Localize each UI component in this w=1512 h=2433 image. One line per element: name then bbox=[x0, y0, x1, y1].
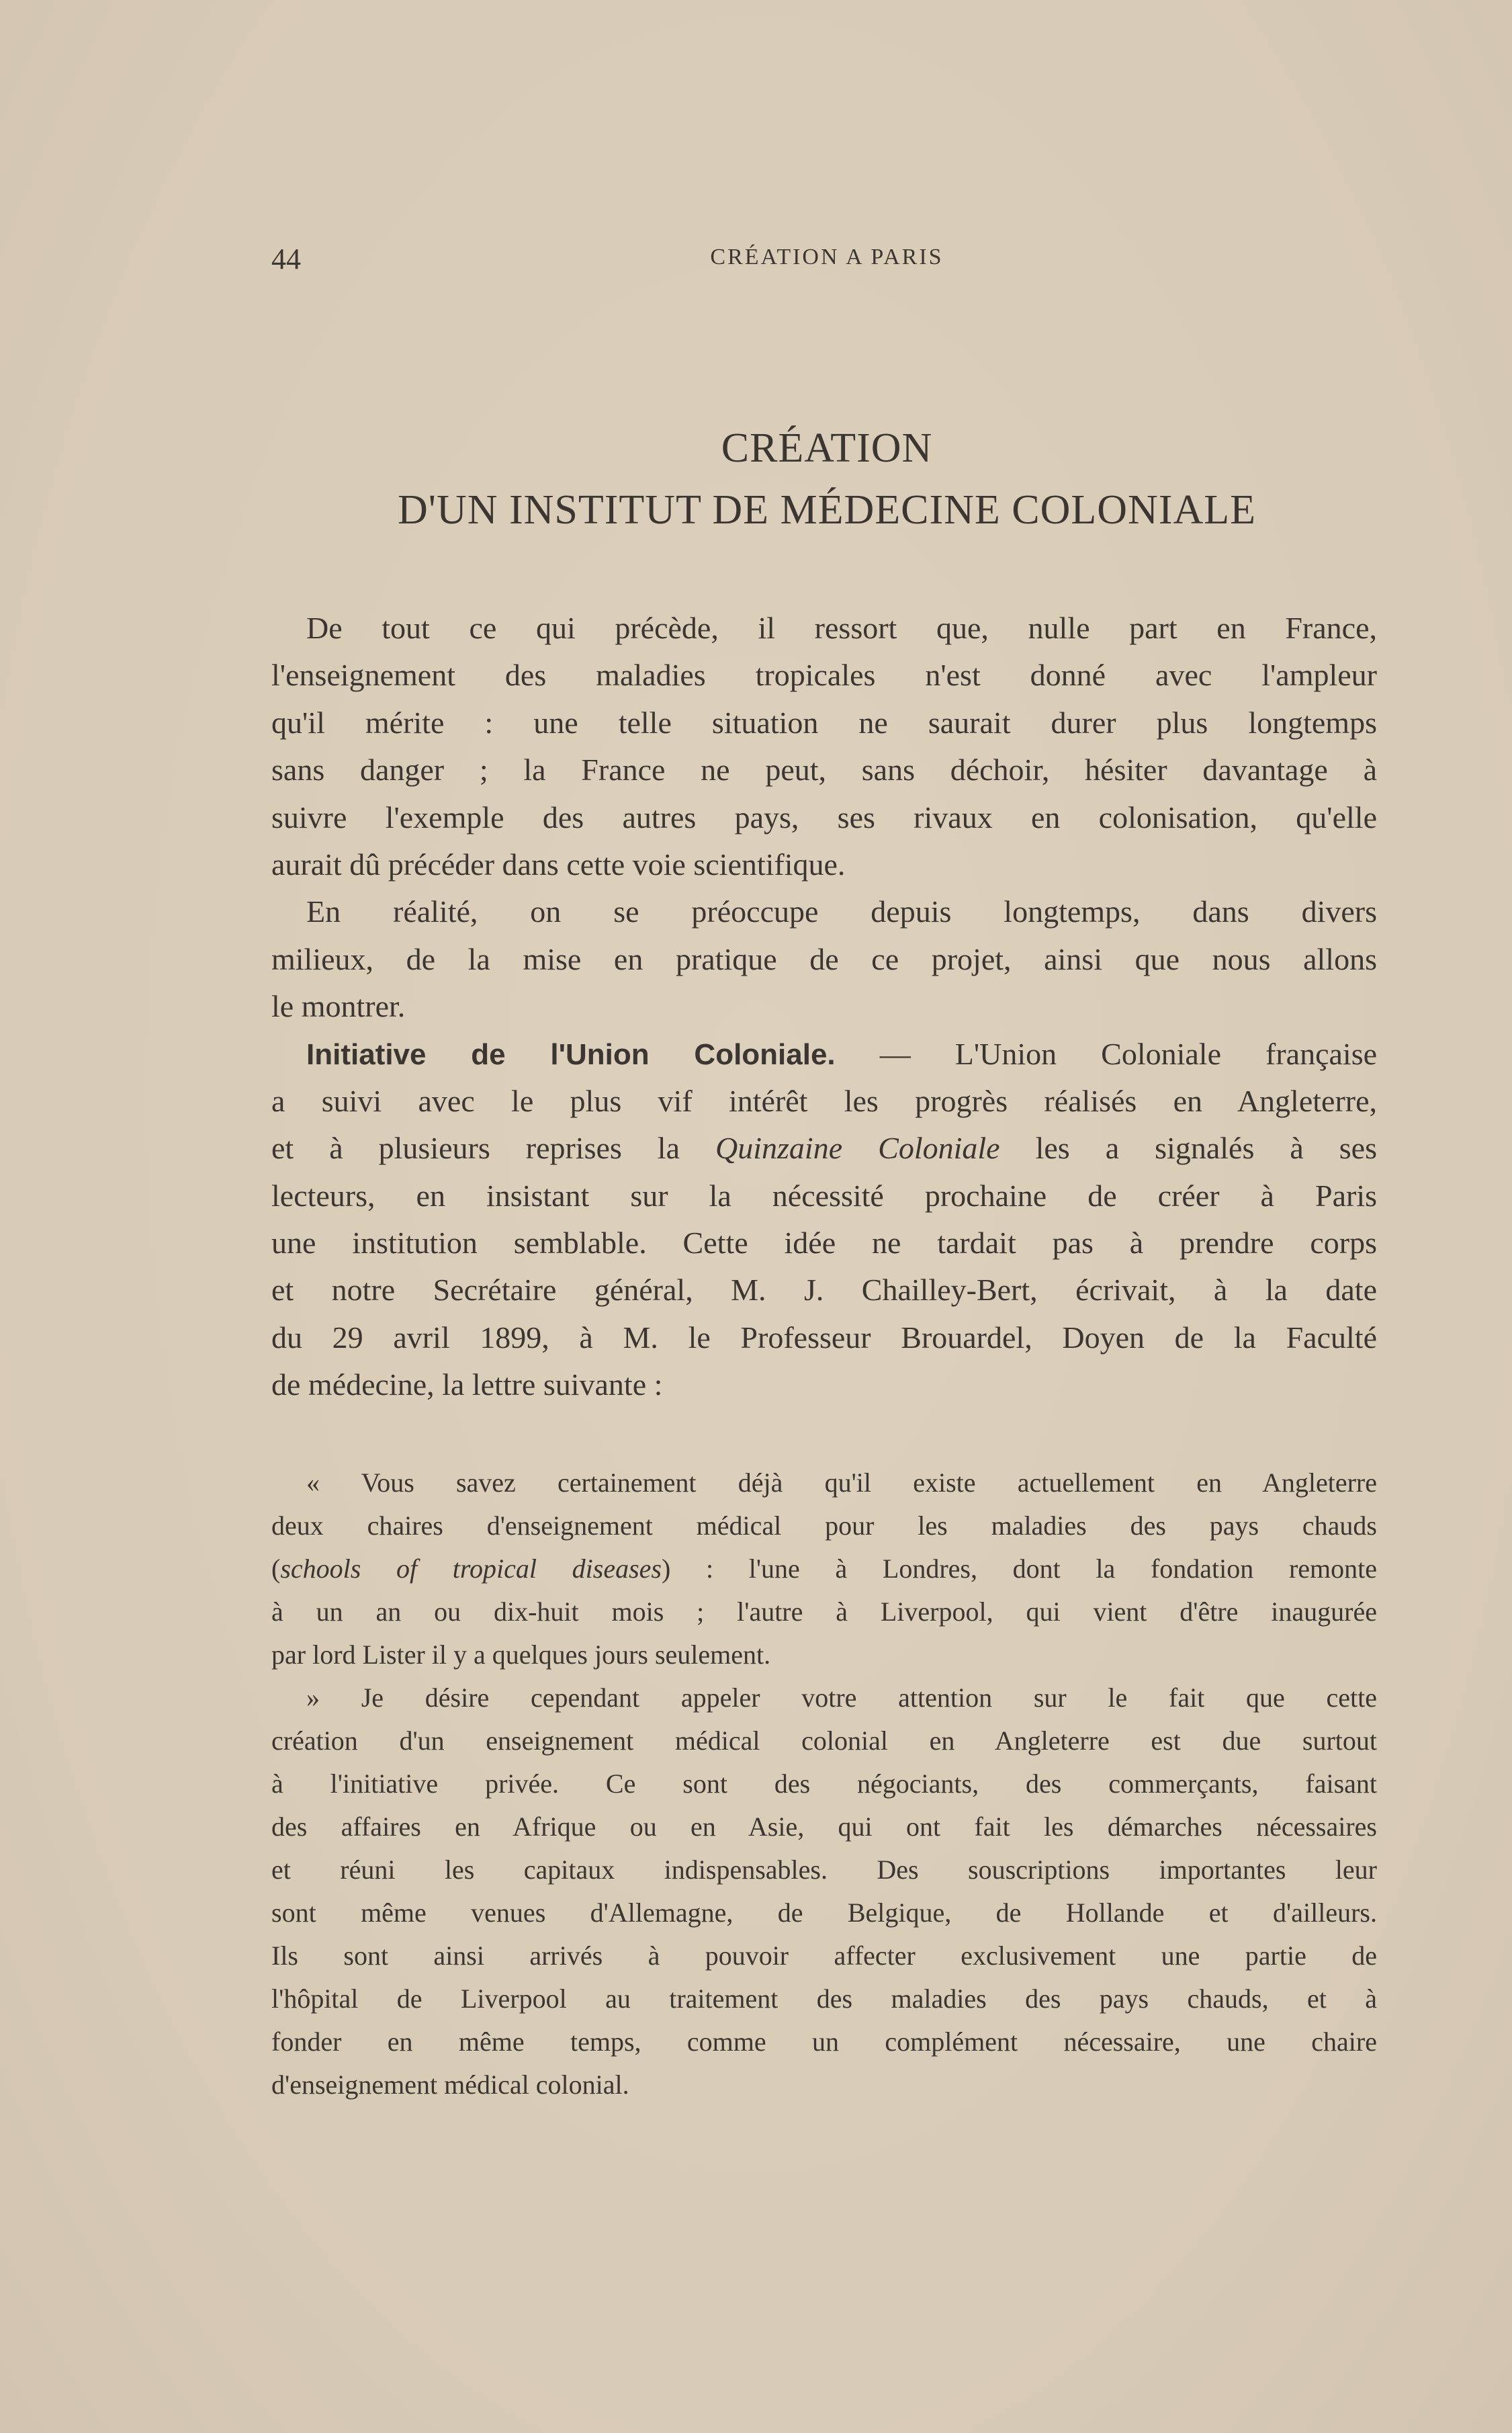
text-segment: sans danger ; la France ne peut, sans déchoir, hésiter davantage à bbox=[271, 753, 1377, 787]
quote-line bbox=[271, 1977, 1377, 2020]
text-line bbox=[271, 1031, 1377, 1078]
quote-line bbox=[271, 1676, 1377, 1719]
italic-text: schools of tropical diseases bbox=[280, 1553, 662, 1584]
quote-line bbox=[271, 1719, 1377, 1762]
text-segment: « Vous savez certainement déjà qu'il existe actuellement en Angleterre bbox=[306, 1467, 1377, 1498]
text-segment: fonder en même temps, comme un complément nécessaire, une chaire bbox=[271, 2026, 1377, 2057]
text-segment: lecteurs, en insistant sur la nécessité prochaine de créer à Paris bbox=[271, 1178, 1377, 1213]
text-line bbox=[271, 936, 1377, 983]
text-segment: qu'il mérite : une telle situation ne saurait durer plus longtemps bbox=[271, 705, 1377, 740]
quote-line bbox=[271, 1461, 1377, 1504]
text-line bbox=[271, 652, 1377, 699]
quote-line bbox=[271, 1848, 1377, 1891]
text-segment: par lord Lister il y a quelques jours seulement. bbox=[271, 1639, 771, 1670]
text-line bbox=[271, 794, 1377, 841]
text-segment: ) : l'une à Londres, dont la fondation remonte bbox=[661, 1553, 1377, 1584]
section-heading: Initiative de l'Union Coloniale. bbox=[306, 1037, 836, 1071]
text-segment: l'hôpital de Liverpool au traitement des maladies des pays chauds, et à bbox=[271, 1983, 1377, 2014]
text-line bbox=[271, 1172, 1377, 1220]
text-line bbox=[271, 1361, 1377, 1408]
text-line bbox=[271, 1125, 1377, 1172]
text-line bbox=[271, 746, 1377, 794]
text-segment: ( bbox=[271, 1553, 281, 1584]
text-segment: milieux, de la mise en pratique de ce projet, ainsi que nous allons bbox=[271, 941, 1377, 976]
page-number: 44 bbox=[271, 243, 301, 275]
body-text bbox=[271, 605, 1377, 1409]
text-segment: et notre Secrétaire général, M. J. Chailley-Bert, écrivait, à la date bbox=[271, 1273, 1377, 1308]
quote-line bbox=[271, 1934, 1377, 1977]
text-segment: à un an ou dix-huit mois ; l'autre à Liverpool, qui vient d'être inaugurée bbox=[271, 1596, 1377, 1627]
text-line bbox=[271, 1220, 1377, 1267]
text-segment: du 29 avril 1899, à M. le Professeur Brouardel, Doyen de la Faculté bbox=[271, 1320, 1377, 1355]
text-segment: le montrer. bbox=[271, 989, 406, 1024]
quote-line bbox=[271, 1504, 1377, 1547]
text-segment: l'enseignement des maladies tropicales n'est donné avec l'ampleur bbox=[271, 658, 1377, 693]
text-segment: deux chaires d'enseignement médical pour les maladies des pays chauds bbox=[271, 1510, 1377, 1541]
text-segment: de médecine, la lettre suivante : bbox=[271, 1367, 663, 1402]
text-segment: aurait dû précéder dans cette voie scientifique. bbox=[271, 847, 846, 882]
text-segment: création d'un enseignement médical colonial en Angleterre est due surtout bbox=[271, 1725, 1377, 1756]
text-line bbox=[271, 1314, 1377, 1361]
quote-line bbox=[271, 2020, 1377, 2063]
text-segment: Ils sont ainsi arrivés à pouvoir affecter exclusivement une partie de bbox=[271, 1940, 1377, 1971]
text-line bbox=[271, 983, 1377, 1030]
chapter-title-line-2: D'UN INSTITUT DE MÉDECINE COLONIALE bbox=[398, 487, 1256, 533]
italic-text: Quinzaine Coloniale bbox=[715, 1131, 1000, 1166]
text-segment: a suivi avec le plus vif intérêt les progrès réalisés en Angleterre, bbox=[271, 1083, 1377, 1118]
quote-line bbox=[271, 1633, 1377, 1676]
text-line bbox=[271, 1078, 1377, 1125]
text-line bbox=[271, 699, 1377, 746]
text-segment: En réalité, on se préoccupe depuis longtemps, dans divers bbox=[306, 894, 1377, 929]
text-segment: les a signalés à ses bbox=[999, 1131, 1378, 1166]
running-head: CRÉATION A PARIS bbox=[710, 245, 944, 269]
text-segment: et à plusieurs reprises la bbox=[271, 1131, 716, 1166]
text-segment: suivre l'exemple des autres pays, ses rivaux en colonisation, qu'elle bbox=[271, 800, 1377, 835]
text-segment: une institution semblable. Cette idée ne tardait pas à prendre corps bbox=[271, 1226, 1377, 1261]
text-line bbox=[271, 888, 1377, 935]
text-segment: — L'Union Coloniale française bbox=[835, 1036, 1378, 1071]
text-line bbox=[271, 605, 1377, 652]
text-segment: des affaires en Afrique ou en Asie, qui ont fait les démarches nécessaires bbox=[271, 1811, 1377, 1842]
text-segment: et réuni les capitaux indispensables. Des souscriptions importantes leur bbox=[271, 1854, 1377, 1885]
chapter-title-line-1: CRÉATION bbox=[721, 425, 933, 471]
text-segment: » Je désire cependant appeler votre attention sur le fait que cette bbox=[306, 1682, 1377, 1713]
text-segment: à l'initiative privée. Ce sont des négociants, des commerçants, faisant bbox=[271, 1768, 1377, 1799]
quote-line bbox=[271, 1762, 1377, 1805]
text-segment: d'enseignement médical colonial. bbox=[271, 2069, 629, 2100]
quote-line bbox=[271, 1547, 1377, 1590]
text-line bbox=[271, 1267, 1377, 1314]
quote-line bbox=[271, 1590, 1377, 1633]
quoted-letter bbox=[271, 1461, 1377, 2106]
quote-line bbox=[271, 2063, 1377, 2106]
text-segment: De tout ce qui précède, il ressort que, nulle part en France, bbox=[306, 611, 1377, 645]
text-segment: sont même venues d'Allemagne, de Belgique, de Hollande et d'ailleurs. bbox=[271, 1897, 1377, 1928]
quote-line bbox=[271, 1805, 1377, 1848]
quote-line bbox=[271, 1891, 1377, 1934]
text-line bbox=[271, 841, 1377, 888]
